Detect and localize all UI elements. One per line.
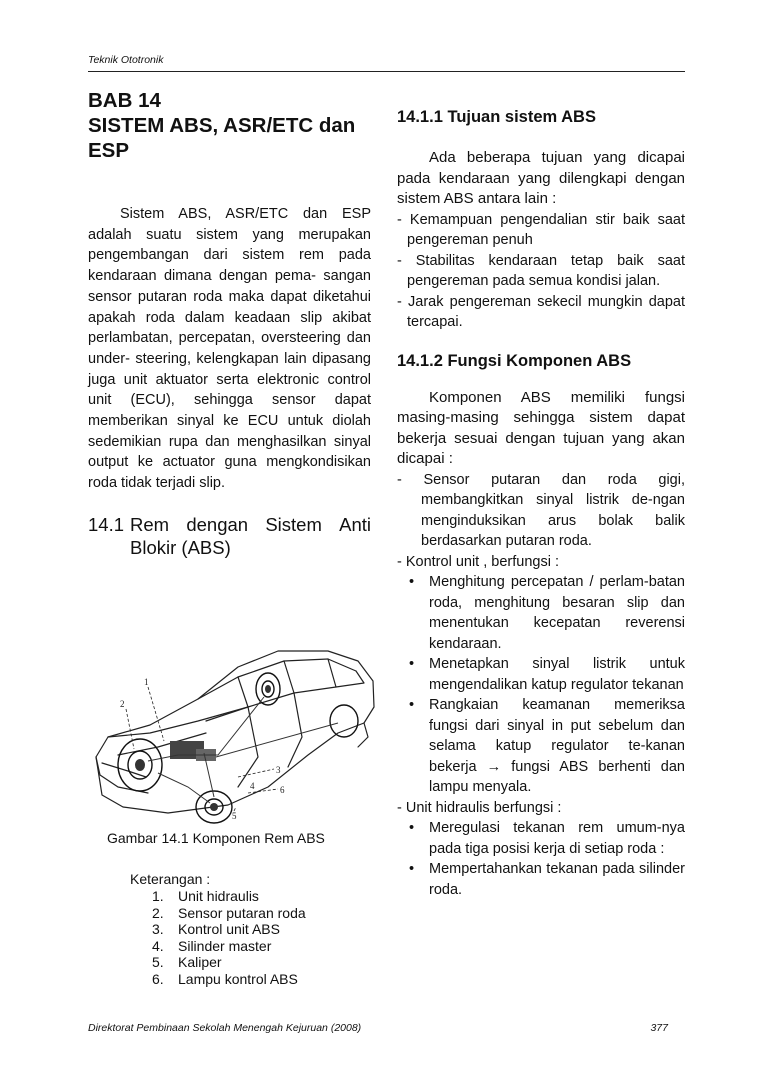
legend-item: 3. Kontrol unit ABS (152, 921, 280, 938)
legend-item: 1. Unit hidraulis (152, 888, 259, 904)
figure-label: 1 (144, 677, 149, 687)
kontrol-heading: - Kontrol unit , berfungsi : (397, 553, 559, 570)
tujuan-item: - Stabilitas kendaraan tetap baik saat pengereman pada semua kondisi jalan. (397, 252, 685, 289)
heading-tujuan: 14.1.1 Tujuan sistem ABS (397, 108, 596, 126)
page-number: 377 (650, 1022, 668, 1034)
car-illustration (88, 637, 378, 827)
chapter-title-line3: ESP (88, 139, 130, 162)
section-title-line2: Blokir (ABS) (130, 536, 231, 558)
figure-label: 2 (120, 699, 125, 709)
section-word: Sistem (265, 513, 322, 535)
heading-fungsi: 14.1.2 Fungsi Komponen ABS (397, 351, 632, 370)
section-word: dengan (186, 513, 249, 535)
legend-item: 2. Sensor putaran roda (152, 904, 306, 921)
paragraph-tujuan: Ada beberapa tujuan yang dicapai pada kendaraan yang dilengkapi dengan sistem ABS antara lain : (397, 149, 685, 207)
figure-label: 4 (250, 781, 255, 791)
kontrol-bullet: • Rangkaian keamanan memeriksa fungsi dari sinyal in put sebelum dan selama katup regulator te-kanan bekerja → fungsi ABS berhenti dan lampu menyala. (409, 697, 685, 795)
header-divider (88, 71, 685, 72)
right-column (397, 106, 685, 900)
section-number: 14.1 (88, 513, 125, 535)
legend-item: 6. Lampu kontrol ABS (152, 970, 298, 987)
figure-label: 3 (276, 765, 281, 775)
abs-components-figure (88, 637, 378, 827)
hidraulis-bullet: • Mempertahankan tekanan pada silinder roda. (409, 861, 685, 898)
kontrol-bullet: • Menghitung percepatan / perlam-batan roda, menghitung besaran slip dan menentukan kecepatan reverensi kendaraan. (409, 574, 685, 652)
left-column (88, 88, 371, 559)
chapter-title-line2: SISTEM ABS, ASR/ETC dan (88, 114, 356, 137)
tujuan-item: - Kemampuan pengendalian stir baik saat pengereman penuh (397, 211, 685, 248)
running-footer: Direktorat Pembinaan Sekolah Menengah Kejuruan (2008) (88, 1022, 362, 1034)
running-header: Teknik Ototronik (88, 54, 164, 66)
figure-label: 6 (280, 785, 285, 795)
tujuan-item: - Jarak pengereman sekecil mungkin dapat tercapai. (397, 293, 685, 330)
section-heading-14-1 (88, 513, 371, 559)
intro-text: Sistem ABS, ASR/ETC dan ESP adalah suatu sistem yang merupakan pengembangan dari sistem rem pada kendaraan dimana dengan pema- sangan sensor putaran roda maka dapat diketahui apakah roda dalam keadaan slip akibat perlambatan, percepatan, oversteering dan under- steering, kelengkapan lain dipasang juga unit aktuator serta elektronic control unit (ECU), sehingga sensor dapat memberikan sinyal ke ECU untuk diolah sedemikian rupa dan menghasilkan sinyal output ke actuator guna mengkondisikan roda tidak terjadi slip. (88, 206, 371, 492)
figure-label: 5 (232, 811, 237, 821)
sensor-item: - Sensor putaran dan roda gigi, membangkitkan sinyal listrik de-ngan menginduksikan arus bolak balik berdasarkan putaran roda. (397, 471, 685, 549)
kontrol-bullet: • Menetapkan sinyal listrik untuk mengendalikan katup regulator tekanan (409, 656, 685, 693)
intro-paragraph (88, 204, 371, 494)
hidraulis-heading: - Unit hidraulis berfungsi : (397, 799, 562, 816)
legend-item: 5. Kaliper (152, 954, 222, 971)
figure-caption: Gambar 14.1 Komponen Rem ABS (107, 830, 325, 846)
legend-title: Keterangan : (130, 871, 211, 887)
section-word: Anti (339, 513, 371, 535)
legend-item: 4. Silinder master (152, 937, 272, 954)
legend-list (152, 888, 306, 988)
paragraph-fungsi: Komponen ABS memiliki fungsi masing-masing sehingga sistem dapat bekerja sesuai dengan tujuan yang akan dicapai : (397, 388, 685, 467)
section-word: Rem (130, 513, 170, 535)
hidraulis-bullet: • Meregulasi tekanan rem umum-nya pada tiga posisi kerja di setiap roda : (409, 820, 685, 857)
chapter-number: BAB 14 (88, 89, 161, 112)
chapter-title (88, 88, 371, 163)
